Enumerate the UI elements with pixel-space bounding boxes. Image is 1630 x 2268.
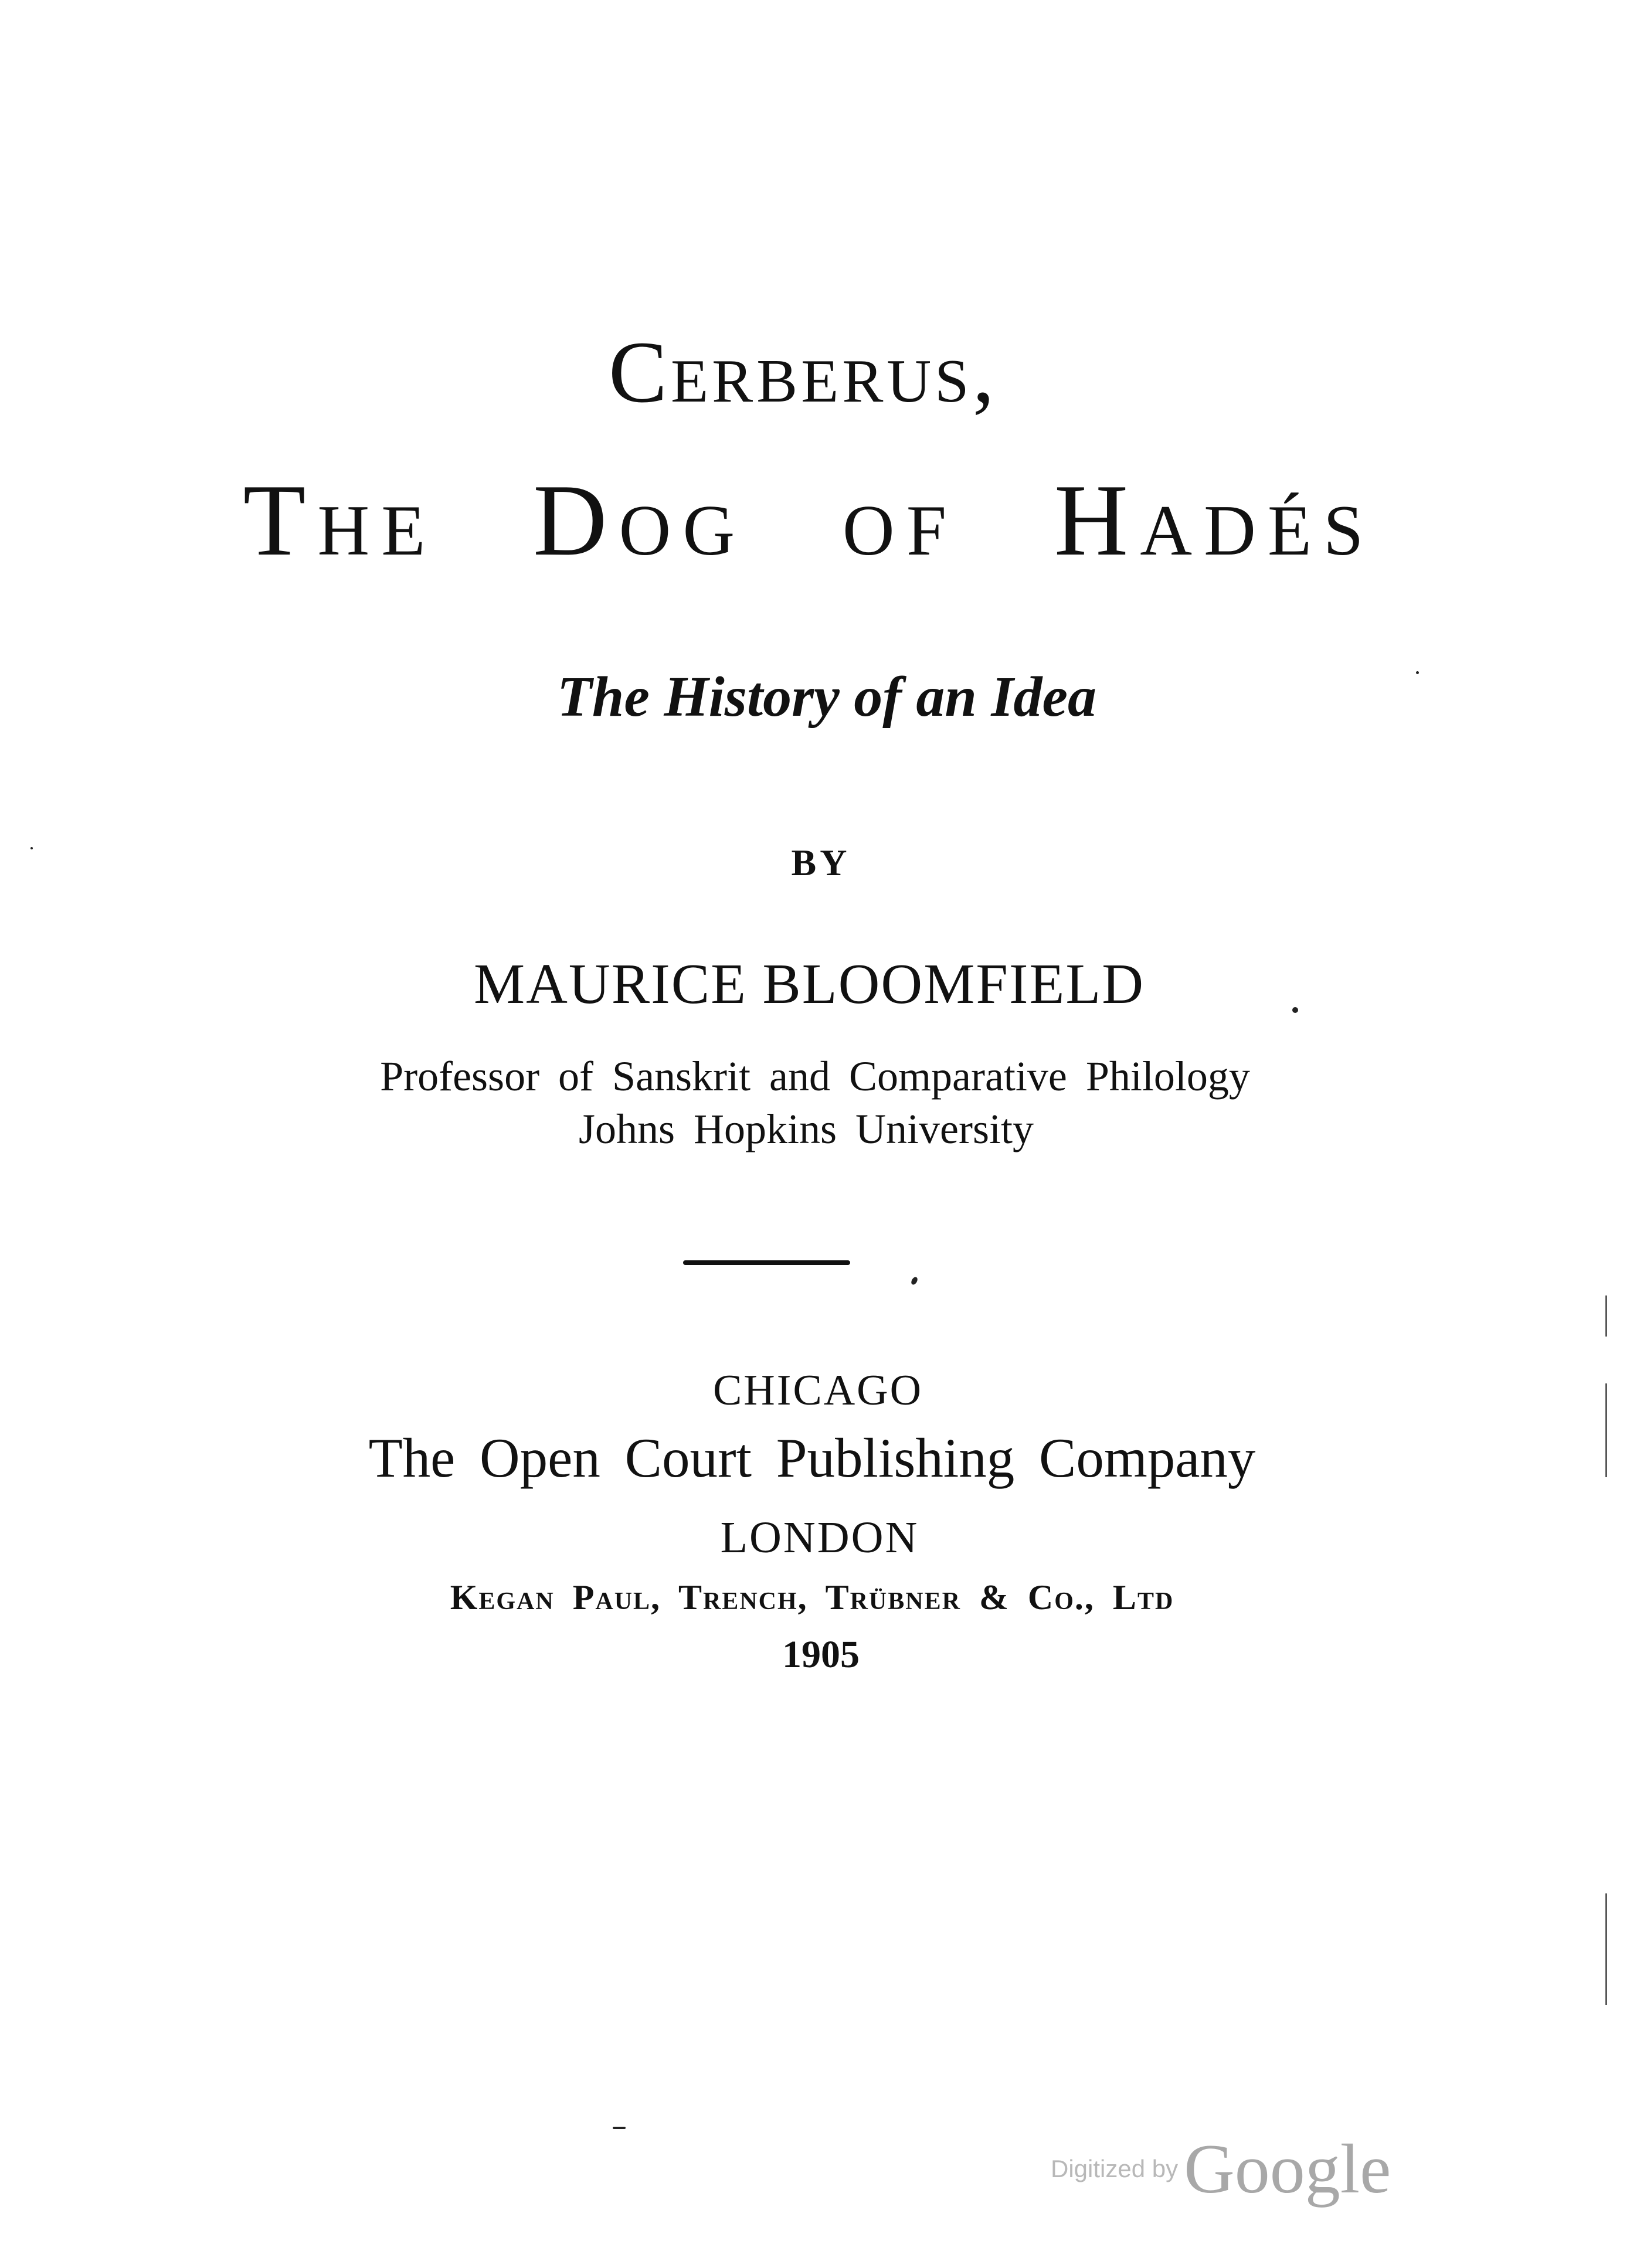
divider-rule (683, 1260, 850, 1265)
page-edge-mark (1605, 1893, 1607, 2005)
book-title-line-1: Cerberus, (608, 324, 999, 421)
scan-speck (910, 1276, 919, 1286)
digitized-by-google-watermark (1051, 2130, 1391, 2208)
google-logo: Google (1184, 2130, 1391, 2208)
scan-speck (613, 2127, 626, 2129)
page-edge-mark (1605, 1383, 1607, 1477)
publication-year: 1905 (782, 1633, 860, 1676)
scan-speck (1416, 671, 1419, 674)
watermark-label: Digitized by (1051, 2155, 1179, 2182)
author-name: MAURICE BLOOMFIELD (474, 953, 1145, 1016)
by-label: BY (791, 842, 851, 883)
scan-speck (1292, 1007, 1298, 1013)
author-affiliation-university: Johns Hopkins University (578, 1106, 1034, 1152)
imprint-city-chicago: CHICAGO (712, 1366, 923, 1414)
publisher-name: The Open Court Publishing Company (368, 1427, 1256, 1489)
scan-speck (30, 847, 33, 849)
imprint-city-london: LONDON (720, 1513, 919, 1562)
page-edge-mark (1605, 1295, 1607, 1337)
london-publisher-name: Kegan Paul, Trench, Trübner & Co., Ltd (450, 1578, 1174, 1617)
book-subtitle: The History of an Idea (556, 665, 1097, 729)
author-affiliation-title: Professor of Sanskrit and Comparative Philology (380, 1053, 1250, 1100)
book-title-line-2: The Dog of Hadés (243, 463, 1376, 577)
